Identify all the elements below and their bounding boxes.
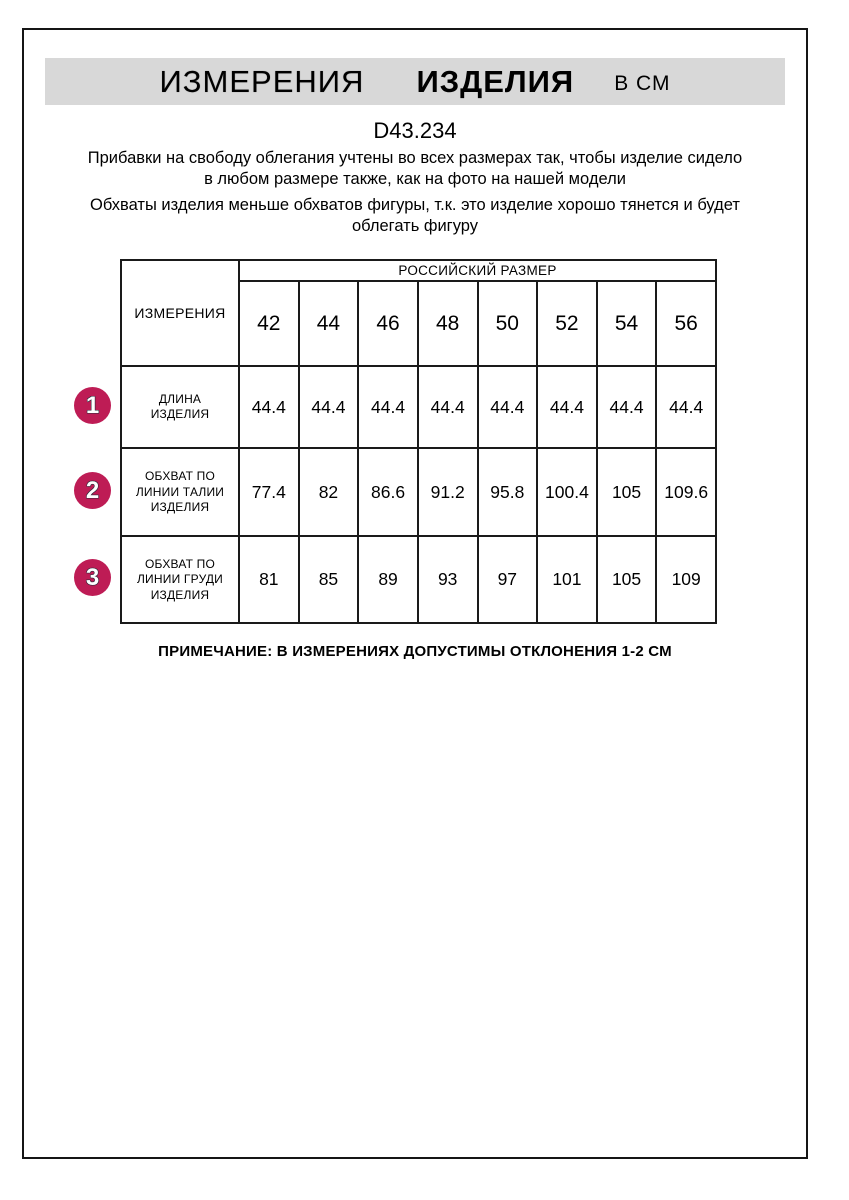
waist-value-56: 109.6 xyxy=(656,448,716,536)
chest-value-44: 85 xyxy=(299,536,359,623)
length-value-42: 44.4 xyxy=(239,366,299,448)
waist-value-50: 95.8 xyxy=(478,448,538,536)
size-col-48: 48 xyxy=(418,281,478,366)
waist-value-42: 77.4 xyxy=(239,448,299,536)
row-label-length: ДЛИНА ИЗДЕЛИЯ xyxy=(121,366,239,448)
page-title-product: ИЗДЕЛИЯ xyxy=(416,63,575,99)
table-corner-label: ИЗМЕРЕНИЯ xyxy=(121,260,239,366)
chest-value-46: 89 xyxy=(358,536,418,623)
row-badge-1: 1 xyxy=(74,387,111,424)
waist-value-44: 82 xyxy=(299,448,359,536)
size-col-44: 44 xyxy=(299,281,359,366)
table-row-length xyxy=(121,366,716,448)
length-value-54: 44.4 xyxy=(597,366,657,448)
page-title-units: В СМ xyxy=(614,71,671,95)
fit-allowance-paragraph: Прибавки на свободу облегания учтены во всех размерах так, чтобы изделие сидело в любом размере также, как на фото на нашей модели xyxy=(87,149,743,189)
title-bar xyxy=(45,58,785,105)
stretch-note-paragraph: Обхваты изделия меньше обхватов фигуры, т.к. это изделие хорошо тянется и будет облегать фигуру xyxy=(90,196,740,236)
row-badge-2: 2 xyxy=(74,472,111,509)
length-value-44: 44.4 xyxy=(299,366,359,448)
waist-value-52: 100.4 xyxy=(537,448,597,536)
waist-value-48: 91.2 xyxy=(418,448,478,536)
row-label-chest: ОБХВАТ ПО ЛИНИИ ГРУДИ ИЗДЕЛИЯ xyxy=(121,536,239,623)
size-col-50: 50 xyxy=(478,281,538,366)
page-border xyxy=(22,28,808,1159)
chest-value-56: 109 xyxy=(656,536,716,623)
size-col-42: 42 xyxy=(239,281,299,366)
chest-value-52: 101 xyxy=(537,536,597,623)
length-value-48: 44.4 xyxy=(418,366,478,448)
tolerance-note: ПРИМЕЧАНИЕ: В ИЗМЕРЕНИЯХ ДОПУСТИМЫ ОТКЛОНЕНИЯ 1-2 СМ xyxy=(158,643,672,661)
length-value-46: 44.4 xyxy=(358,366,418,448)
page-title-measurements: ИЗМЕРЕНИЯ xyxy=(159,63,365,99)
waist-value-46: 86.6 xyxy=(358,448,418,536)
table-row-waist xyxy=(121,448,716,536)
group-header-row xyxy=(121,260,716,281)
size-col-54: 54 xyxy=(597,281,657,366)
waist-value-54: 105 xyxy=(597,448,657,536)
product-code: D43.234 xyxy=(373,118,457,143)
size-col-56: 56 xyxy=(656,281,716,366)
size-col-52: 52 xyxy=(537,281,597,366)
chest-value-54: 105 xyxy=(597,536,657,623)
size-table xyxy=(120,259,717,624)
chest-value-42: 81 xyxy=(239,536,299,623)
russian-size-header: РОССИЙСКИЙ РАЗМЕР xyxy=(239,260,716,281)
chest-value-50: 97 xyxy=(478,536,538,623)
size-table-wrap xyxy=(85,259,717,624)
length-value-56: 44.4 xyxy=(656,366,716,448)
length-value-52: 44.4 xyxy=(537,366,597,448)
chest-value-48: 93 xyxy=(418,536,478,623)
row-badge-3: 3 xyxy=(74,559,111,596)
table-row-chest xyxy=(121,536,716,623)
description-paragraphs xyxy=(85,148,745,237)
length-value-50: 44.4 xyxy=(478,366,538,448)
row-label-waist: ОБХВАТ ПО ЛИНИИ ТАЛИИ ИЗДЕЛИЯ xyxy=(121,448,239,536)
size-col-46: 46 xyxy=(358,281,418,366)
